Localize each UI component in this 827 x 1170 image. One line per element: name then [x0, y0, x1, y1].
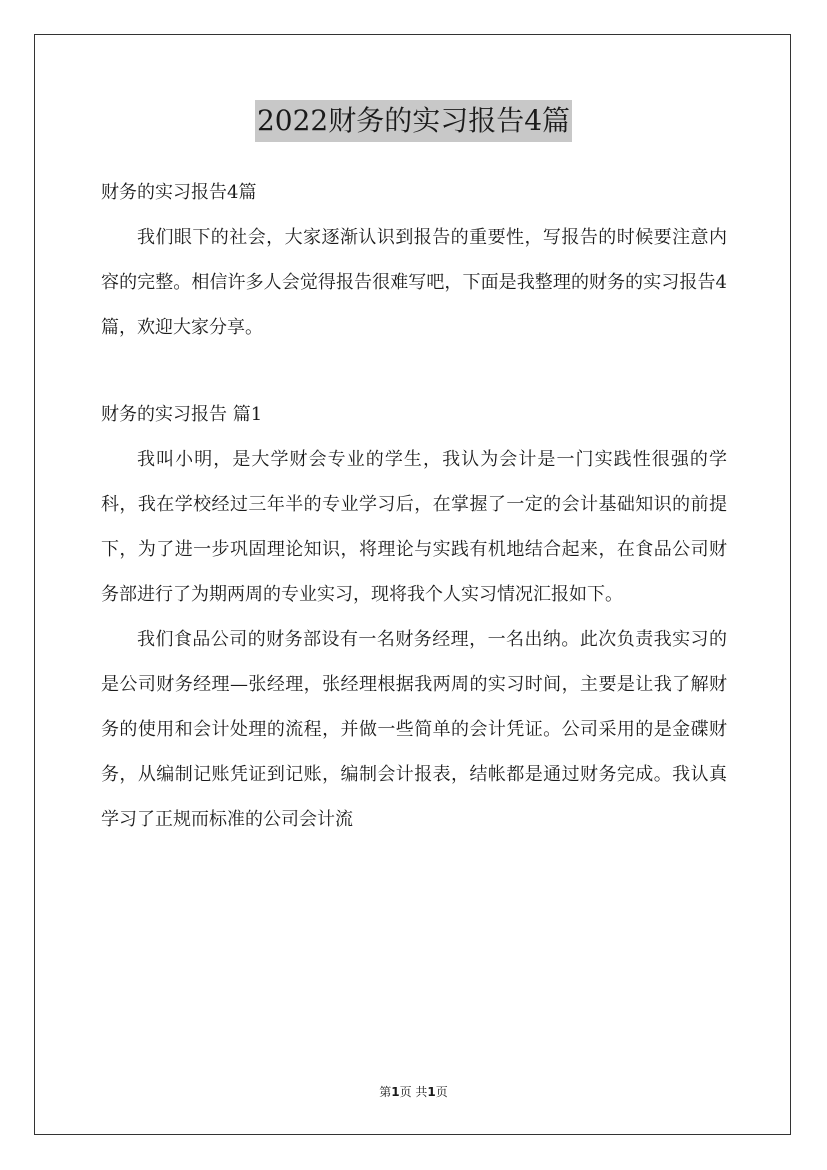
footer-mid: 页 共: [399, 1085, 428, 1099]
intro-paragraph: 我们眼下的社会，大家逐渐认识到报告的重要性，写报告的时候要注意内容的完整。相信许多人会觉得报告很难写吧，下面是我整理的财务的实习报告4篇，欢迎大家分享。: [101, 227, 727, 338]
section1-paragraph-1: 我叫小明，是大学财会专业的学生，我认为会计是一门实践性很强的学科，我在学校经过三年半的专业学习后，在掌握了一定的会计基础知识的前提下，为了进一步巩固理论知识，将理论与实践有机地结合起来，在食品公司财务部进行了为期两周的专业实习，现将我个人实习情况汇报如下。: [101, 449, 727, 605]
document-title-text: 2022财务的实习报告4篇: [255, 100, 572, 142]
document-body: [101, 170, 727, 842]
section1-heading: 财务的实习报告 篇1: [101, 404, 263, 425]
document-title: [0, 100, 827, 142]
page-footer: [0, 1083, 827, 1101]
footer-page-number: 1: [391, 1085, 400, 1099]
intro-heading: 财务的实习报告4篇: [101, 182, 257, 203]
section1-paragraph-2: 我们食品公司的财务部设有一名财务经理，一名出纳。此次负责我实习的是公司财务经理—张经理，张经理根据我两周的实习时间，主要是让我了解财务的使用和会计处理的流程，并做一些简单的会计凭证。公司采用的是金碟财务，从编制记账凭证到记账，编制会计报表，结帐都是通过财务完成。我认真学习了正规而标准的公司会计流: [101, 629, 727, 830]
footer-prefix: 第: [379, 1085, 392, 1099]
footer-page-total: 1: [427, 1085, 436, 1099]
footer-suffix: 页: [435, 1085, 448, 1099]
